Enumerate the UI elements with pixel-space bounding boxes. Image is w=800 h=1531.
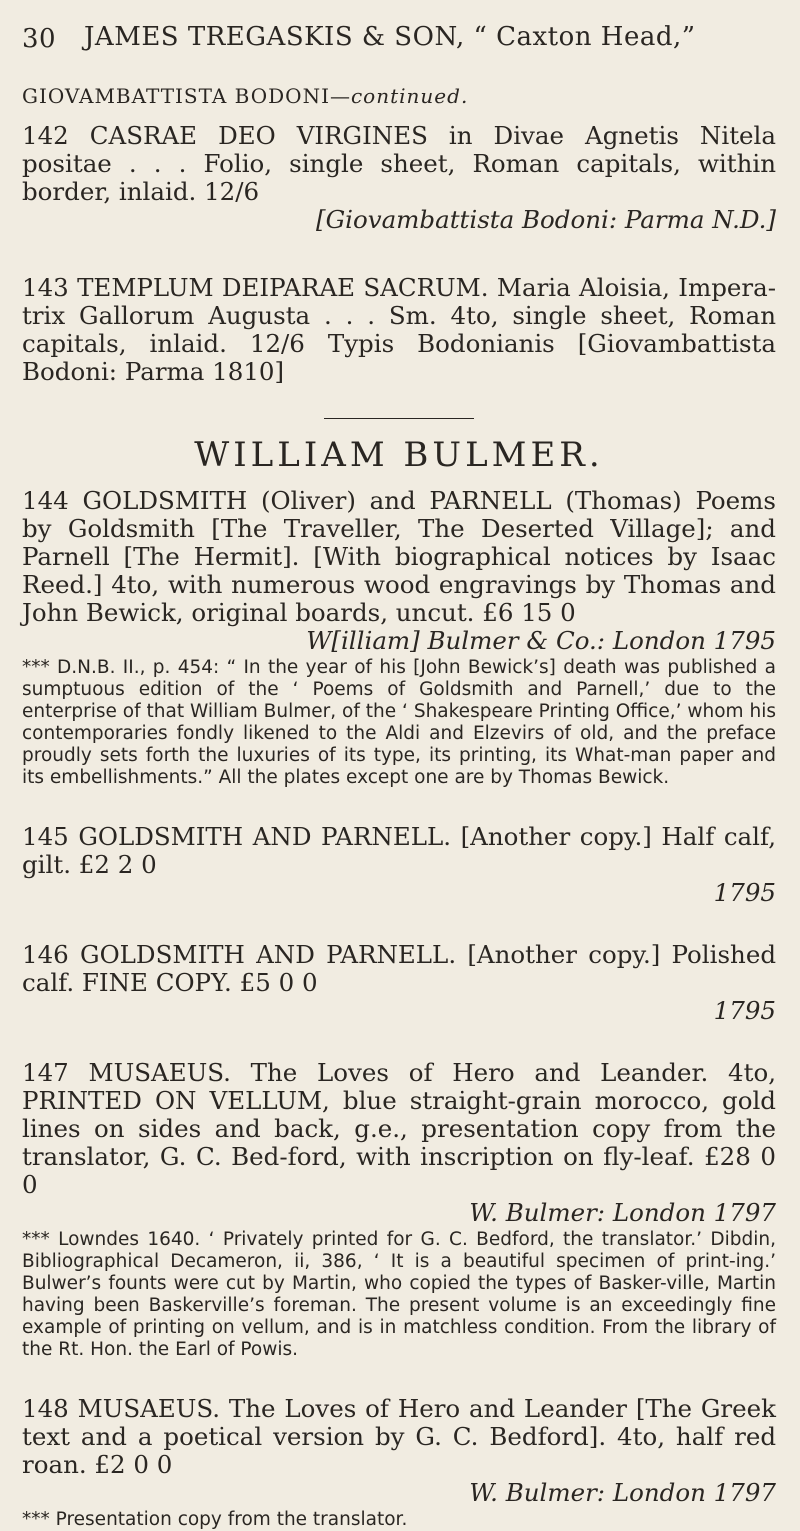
entry-imprint: W. Bulmer: London 1797 [469,1198,776,1227]
entry-date: 1795 [713,878,776,907]
entry-imprint: W[illiam] Bulmer & Co.: London 1795 [306,626,776,655]
entry-text: 148 MUSAEUS. The Loves of Hero and Leander [The Greek text and a poetical version by G. C. Bedford]. 4to, half red roan. £2 0 0 [22,1394,776,1479]
entry-text: 145 GOLDSMITH AND PARNELL. [Another copy.] Half calf, gilt. £2 2 0 [22,822,776,879]
entry-text: 143 TEMPLUM DEIPARAE SACRUM. Maria Aloisia, Impera-trix Gallorum Augusta . . . Sm. 4to, single sheet, Roman capitals, inlaid. 12/6 Typis Bodonianis [Giovambattista Bodoni: Parma 1810] [22,273,776,386]
entry-147 [22,1059,776,1361]
entry-146 [22,941,776,1025]
entry-145 [22,823,776,907]
entry-143 [22,274,776,386]
entry-text: 147 MUSAEUS. The Loves of Hero and Leander. 4to, PRINTED ON VELLUM, blue straight-grain morocco, gold lines on sides and back, g.e., presentation copy from the translator, G. C. Bed-ford, with inscription on fly-leaf. £28 0 0 [22,1058,776,1199]
entry-note: *** Presentation copy from the translator. [22,1509,408,1530]
entry-144 [22,487,776,789]
continued-heading [22,84,776,108]
continued-suffix: continued. [350,84,469,108]
entry-text: 146 GOLDSMITH AND PARNELL. [Another copy.] Polished calf. FINE COPY. £5 0 0 [22,940,776,997]
entry-text: 142 CASRAE DEO VIRGINES in Divae Agnetis Nitela positae . . . Folio, single sheet, Roman capitals, within border, inlaid. 12/6 [22,121,776,206]
page-number: 30 [22,24,57,54]
entry-imprint: W. Bulmer: London 1797 [469,1478,776,1507]
section-title: WILLIAM BULMER. [194,435,604,475]
entry-142 [22,122,776,234]
running-head [22,22,778,56]
entry-note: *** D.N.B. II., p. 454: “ In the year of his [John Bewick’s] death was published a sumptuous edition of the ‘ Poems of Goldsmith and Parnell,’ due to the enterprise of that William Bulmer, of the ‘ Shakespeare Printing Office,’ whom his contemporaries fondly likened to the Aldi and Elzevirs of old, and the preface proudly sets forth the luxuries of its type, its printing, its What-man paper and its embellishments.” All the plates except one are by Thomas Bewick. [22,657,776,788]
entry-note: *** Lowndes 1640. ‘ Privately printed for G. C. Bedford, the translator.’ Dibdin, Bibliographical Decameron, ii, 386, ‘ It is a beautiful specimen of print-ing.’ Bulwer’s founts were cut by Martin, who copied the types of Basker-ville, Martin having been Baskerville’s foreman. The present volume is an exceedingly fine example of printing on vellum, and is in matchless condition. From the library of the Rt. Hon. the Earl of Powis. [22,1229,776,1360]
entry-imprint: [Giovambattista Bodoni: Parma N.D.] [316,205,776,234]
section-divider [324,418,474,419]
continued-name: GIOVAMBATTISTA BODONI— [22,84,351,108]
entry-text: 144 GOLDSMITH (Oliver) and PARNELL (Thomas) Poems by Goldsmith [The Traveller, The Deserted Village]; and Parnell [The Hermit]. [With biographical notices by Isaac Reed.] 4to, with numerous wood engravings by Thomas and John Bewick, original boards, uncut. £6 15 0 [22,486,776,627]
running-head-title: JAMES TREGASKIS & SON, “ Caxton Head,” [84,22,696,52]
entry-148 [22,1395,776,1531]
page-body [22,84,776,1531]
entry-date: 1795 [713,996,776,1025]
